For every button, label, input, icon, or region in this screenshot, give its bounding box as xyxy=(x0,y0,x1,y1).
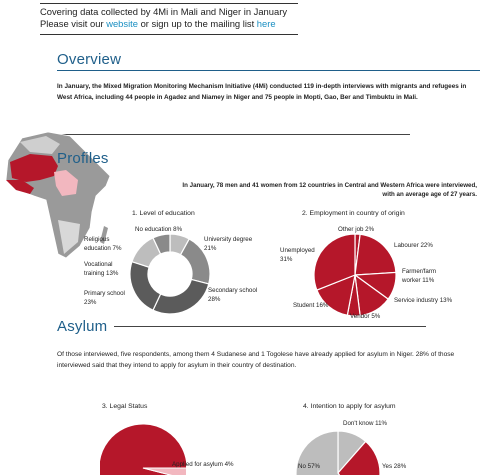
label-secondary: Secondary school 28% xyxy=(208,287,258,303)
header-intro xyxy=(40,6,287,30)
overview-rule xyxy=(57,70,480,71)
header-line1: Covering data collected by 4Mi in Mali and Niger in January xyxy=(40,6,288,17)
pie-slice xyxy=(355,234,396,275)
chart3-title: 3. Legal Status xyxy=(102,403,148,410)
label-applied-asylum: Applied for asylum 4% xyxy=(172,461,234,468)
profiles-text xyxy=(117,182,477,199)
label-yes: Yes 28% xyxy=(382,463,407,470)
chart1-title: 1. Level of education xyxy=(132,210,195,217)
label-service: Service industry 13% xyxy=(394,297,453,304)
overview-title: Overview xyxy=(57,51,122,68)
header-bottom-rule xyxy=(40,34,298,35)
label-dont-know: Don't know 11% xyxy=(343,420,388,427)
label-farmer: Farmer/farm worker 11% xyxy=(402,268,437,284)
label-university: University degree 21% xyxy=(204,236,253,252)
profiles-text-line2: with an average age of 27 years. xyxy=(382,190,477,198)
label-no-education: No education 8% xyxy=(135,226,183,233)
chart2-title: 2. Employment in country of origin xyxy=(302,210,405,217)
label-labourer: Labourer 22% xyxy=(394,242,433,249)
label-no: No 57% xyxy=(298,463,321,470)
website-link[interactable]: website xyxy=(106,18,138,29)
profiles-text-line1: In January, 78 men and 41 women from 12 countries in Central and Western Africa were interviewed, xyxy=(182,182,477,189)
header-line2-prefix: Please visit our xyxy=(40,18,107,29)
profiles-title: Profiles xyxy=(57,150,109,167)
chart4-title: 4. Intention to apply for asylum xyxy=(303,403,396,410)
header-line2-middle: or sign up to the mailing list xyxy=(137,18,257,29)
label-religious: Religious education 7% xyxy=(84,236,122,252)
pie-slice xyxy=(153,279,209,314)
label-other-job: Other job 2% xyxy=(338,226,375,233)
label-vendor: Vendor 5% xyxy=(350,313,381,320)
overview-text: In January, the Mixed Migration Monitoring Mechanism Initiative (4Mi) conducted 119 in-depth interviews with migrants and refugees in West Africa, including 44 people in Agadez and Niamey in Niger and 75 people in Mopti, Gao, Ber and Timbuktu in Mali. xyxy=(57,83,467,101)
education-donut-chart xyxy=(128,232,212,316)
header-top-rule xyxy=(40,3,298,4)
label-unemployed: Unemployed 31% xyxy=(280,247,315,263)
mailing-list-link[interactable]: here xyxy=(256,18,276,29)
label-primary: Primary school 23% xyxy=(84,290,125,306)
pie-slice xyxy=(130,262,161,311)
asylum-text: Of those interviewed, five respondents, among them 4 Sudanese and 1 Togolese have already applied for asylum in Niger. 28% of those interviewed said that they intend to apply for asylum in their country of destination. xyxy=(57,351,455,369)
label-vocational: Vocational training 13% xyxy=(84,261,119,277)
label-student: Student 16% xyxy=(293,302,329,309)
asylum-rule xyxy=(114,326,426,327)
header-line2 xyxy=(40,18,287,30)
asylum-title: Asylum xyxy=(57,318,108,335)
